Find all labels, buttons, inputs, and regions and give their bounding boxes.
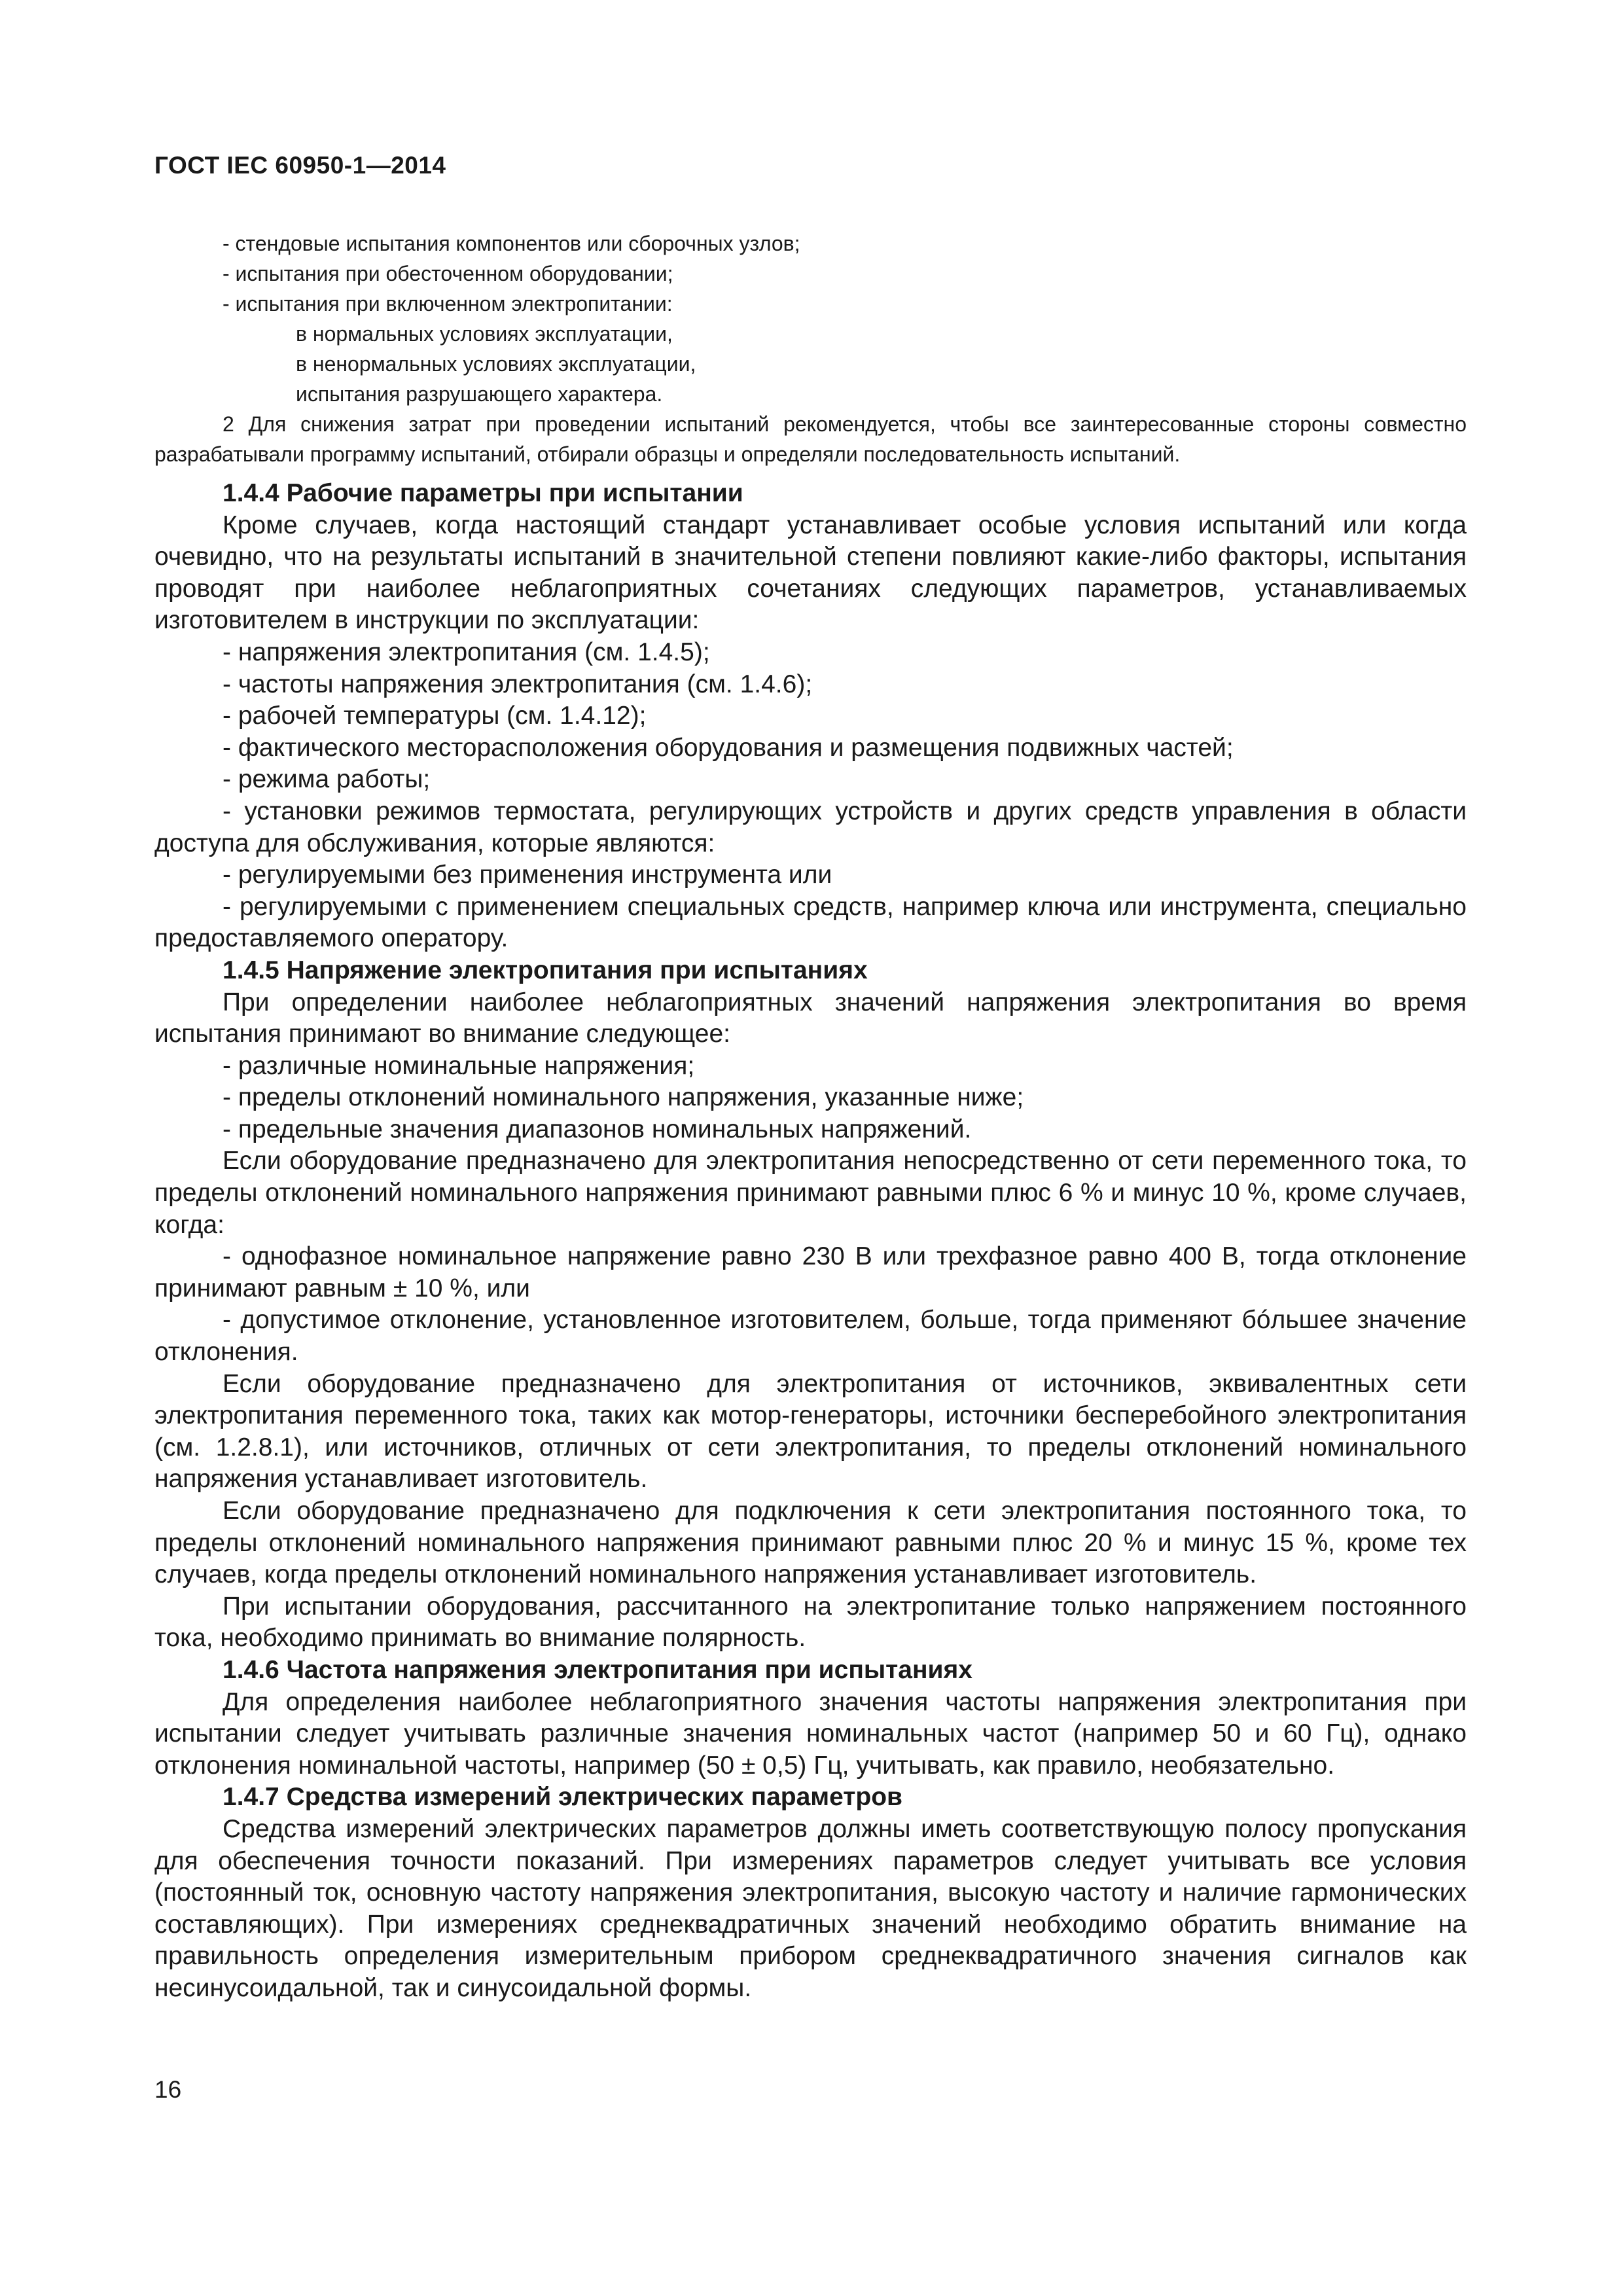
paragraph: Если оборудование предназначено для электропитания непосредственно от сети переменного тока, то пределы отклонений номинального напряжения принимают равными плюс 6 % и минус 10 %, кроме случаев, когда: — [154, 1147, 1467, 1239]
paragraph: При определении наиболее неблагоприятных значений напряжения электропитания во время испытания принимают во внимание следующее: — [154, 988, 1467, 1049]
list-item: - допустимое отклонение, установленное изготовителем, больше, тогда применяют бóльшее значение отклонения. — [154, 1306, 1467, 1367]
list-item: - фактического месторасположения оборудования и размещения подвижных частей; — [223, 733, 1234, 762]
note-list-item: - стендовые испытания компонентов или сборочных узлов; — [223, 232, 800, 255]
list-item: - регулируемыми с применением специальных средств, например ключа или инструмента, специально предоставляемого оператору. — [154, 892, 1467, 953]
paragraph: Средства измерений электрических параметров должны иметь соответствующую полосу пропускания для обеспечения точности показаний. При измерениях параметров следует учитывать все условия (постоянный ток, основную частоту напряжения электропитания, высокую частоту и наличие гармонических составляющих). При измерениях среднеквадратичных значений необходимо обратить внимание на правильность определения измерительным прибором среднеквадратичного значения сигналов как несинусоидальной, так и синусоидальной формы. — [154, 1814, 1467, 2002]
list-item: - частоты напряжения электропитания (см. 1.4.6); — [223, 670, 813, 698]
list-item: - напряжения электропитания (см. 1.4.5); — [223, 637, 710, 666]
main-text — [154, 478, 1467, 2005]
paragraph: Если оборудование предназначено для подключения к сети электропитания постоянного тока, то пределы отклонений номинального напряжения принимают равными плюс 20 % и минус 15 %, кроме тех случаев, когда пределы отклонений номинального напряжения устанавливает изготовитель. — [154, 1497, 1467, 1589]
paragraph: Для определения наиболее неблагоприятного значения частоты напряжения электропитания при испытании следует учитывать различные значения номинальных частот (например 50 и 60 Гц), однако отклонения номинальной частоты, например (50 ± 0,5) Гц, учитывать, как правило, необязательно. — [154, 1687, 1467, 1780]
section-heading-1-4-5: 1.4.5 Напряжение электропитания при испытаниях — [223, 956, 868, 984]
notes-block — [154, 228, 1467, 469]
note-2: 2 Для снижения затрат при проведении испытаний рекомендуется, чтобы все заинтересованные стороны совместно разрабатывали программу испытаний, отбирали образцы и определяли последовательность испытаний. — [154, 412, 1467, 466]
note-list-item: - испытания при обесточенном оборудовании; — [223, 262, 673, 285]
list-item: - различные номинальные напряжения; — [223, 1051, 695, 1080]
list-item: - рабочей температуры (см. 1.4.12); — [223, 702, 647, 730]
section-heading-1-4-7: 1.4.7 Средства измерений электрических параметров — [223, 1783, 903, 1812]
page-number: 16 — [154, 2076, 182, 2103]
note-sub-item: в ненормальных условиях эксплуатации, — [296, 352, 696, 376]
list-item: - регулируемыми без применения инструмента или — [223, 861, 832, 889]
list-item: - пределы отклонений номинального напряжения, указанные ниже; — [223, 1083, 1024, 1112]
list-item: - предельные значения диапазонов номинальных напряжений. — [223, 1115, 972, 1143]
paragraph: Если оборудование предназначено для электропитания от источников, эквивалентных сети электропитания переменного тока, таких как мотор-генераторы, источники бесперебойного электропитания (см. 1.2.8.1), или источников, отличных от сети электропитания, то пределы отклонений номинального напряжения устанавливает изготовитель. — [154, 1369, 1467, 1494]
section-heading-1-4-6: 1.4.6 Частота напряжения электропитания при испытаниях — [223, 1655, 972, 1684]
list-item: - режима работы; — [223, 765, 431, 794]
note-sub-item: в нормальных условиях эксплуатации, — [296, 322, 673, 346]
note-sub-item: испытания разрушающего характера. — [296, 382, 663, 406]
list-item: - установки режимов термостата, регулирующих устройств и других средств управления в области доступа для обслуживания, которые являются: — [154, 797, 1467, 857]
standard-title: ГОСТ IEC 60950-1—2014 — [154, 152, 446, 179]
list-item: - однофазное номинальное напряжение равно 230 В или трехфазное равно 400 В, тогда отклонение принимают равным ± 10 %, или — [154, 1242, 1467, 1302]
section-heading-1-4-4: 1.4.4 Рабочие параметры при испытании — [223, 479, 743, 507]
paragraph: При испытании оборудования, рассчитанного на электропитание только напряжением постоянного тока, необходимо принимать во внимание полярность. — [154, 1592, 1467, 1653]
paragraph: Кроме случаев, когда настоящий стандарт устанавливает особые условия испытаний или когда очевидно, что на результаты испытаний в значительной степени повлияют какие-либо факторы, испытания проводят при наиболее неблагоприятных сочетаниях следующих параметров, устанавливаемых изготовителем в инструкции по эксплуатации: — [154, 511, 1467, 635]
note-list-item: - испытания при включенном электропитании: — [223, 292, 673, 315]
